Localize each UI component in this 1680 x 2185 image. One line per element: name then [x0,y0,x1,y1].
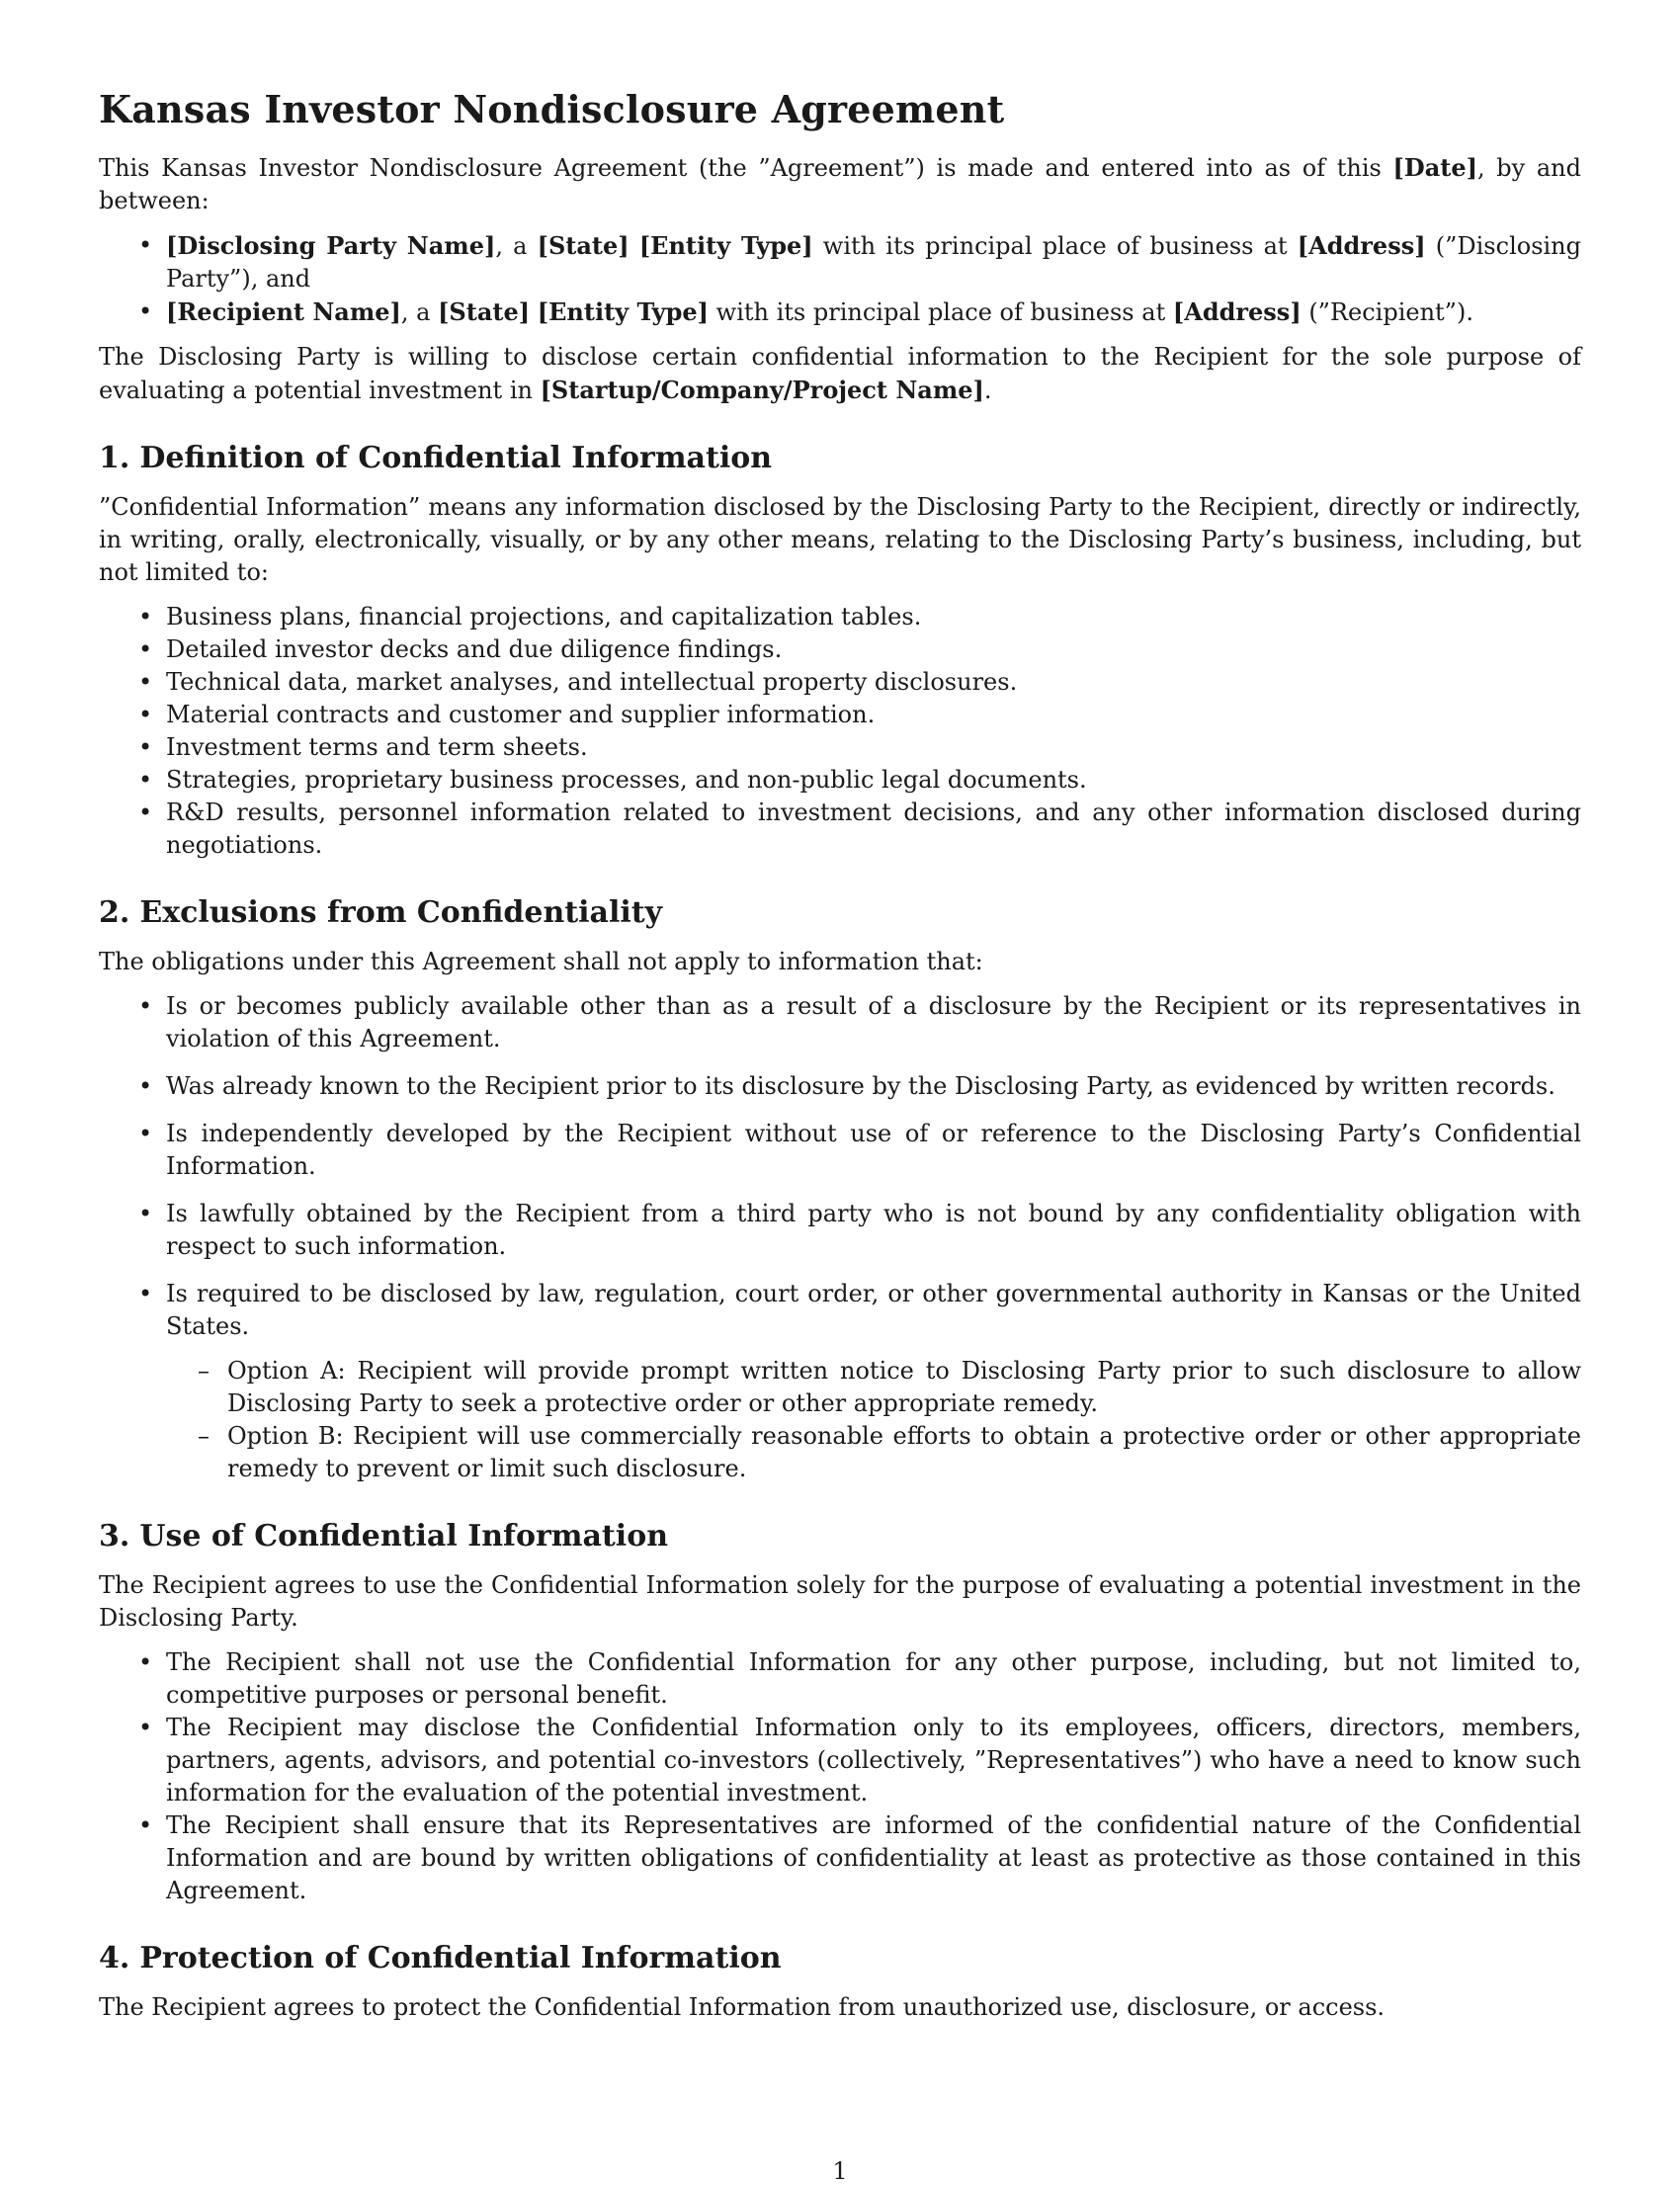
list-item [99,1712,1581,1809]
section-1-list [99,601,1581,862]
text: Detailed investor decks and due diligence findings. [166,635,783,663]
text: Investment terms and term sheets. [166,733,588,761]
text: Is or becomes publicly available other than as a result of a disclosure by the Recipient or its representatives in violation of this Agreement. [166,992,1581,1052]
party-recipient [99,295,1581,329]
text: Was already known to the Recipient prior to its disclosure by the Disclosing Party, as evidenced by written records. [166,1072,1555,1100]
bullet-icon: • [138,798,153,826]
document-title: Kansas Investor Nondisclosure Agreement [99,87,1005,131]
section-1-heading [99,441,1581,475]
text: The Recipient shall ensure that its Representatives are informed of the confidential nature of the Confidential Information and are bound by written obligations of confidentiality at least as protective as those contained in this Agreement. [166,1811,1581,1904]
section-4-heading [99,1941,1581,1975]
section-number: 4. [99,1941,130,1975]
dash-icon: – [198,1357,210,1385]
bullet-icon: • [138,766,153,794]
address-placeholder: [Address] [1297,231,1426,260]
sub-list-item [99,1355,1581,1420]
list-item [99,731,1581,764]
bullet-icon: • [138,1200,153,1227]
text: The Disclosing Party is willing to disclose certain confidential information to the Recipient for the sole purpose of evaluating a potential investment in [99,343,1581,404]
section-3-heading [99,1519,1581,1554]
section-2-heading [99,895,1581,930]
bullet-icon: • [138,1120,153,1147]
section-title: Exclusions from Confidentiality [139,895,663,930]
text: Option A: Recipient will provide prompt written notice to Disclosing Party prior to such disclosure to allow Disclosing Party to seek a protective order or other appropriate remedy. [227,1357,1581,1417]
list-item [99,990,1581,1055]
text: Is lawfully obtained by the Recipient from a third party who is not bound by any confidentiality obligation with respect to such information. [166,1200,1581,1260]
section-2-paragraph: The obligations under this Agreement shall not apply to information that: [99,948,983,975]
list-item [99,699,1581,731]
section-3-paragraph: The Recipient agrees to use the Confidential Information solely for the purpose of evaluating a potential investment in the Disclosing Party. [99,1571,1581,1632]
party-disclosing [99,229,1581,295]
date-placeholder: [Date] [1392,153,1477,182]
intro-paragraph [99,151,1581,217]
parties-list [99,229,1581,329]
list-item [99,797,1581,862]
text: Technical data, market analyses, and intellectual property disclosures. [166,668,1018,696]
section-title: Use of Confidential Information [139,1519,669,1554]
bullet-icon: • [138,701,153,728]
section-3-list [99,1646,1581,1907]
list-item [99,1070,1581,1103]
bullet-icon: • [138,1648,153,1676]
bullet-icon: • [138,231,153,259]
text: Business plans, financial projections, and capitalization tables. [166,603,922,630]
list-item [99,1646,1581,1712]
bullet-icon: • [138,603,153,630]
dash-icon: – [198,1422,210,1450]
list-item [99,1118,1581,1183]
disclosing-party-name-placeholder: [Disclosing Party Name] [166,231,496,260]
list-item [99,1809,1581,1907]
bullet-icon: • [138,1811,153,1839]
list-item [99,764,1581,797]
text: Option B: Recipient will use commercially reasonable efforts to obtain a protective order or other appropriate remedy to prevent or limit such disclosure. [227,1422,1581,1482]
text: Is independently developed by the Recipient without use of or reference to the Disclosing Party’s Confidential Information. [166,1120,1581,1180]
entity-type-placeholder: [Entity Type] [638,231,813,260]
state-placeholder: [State] [438,297,531,326]
text: . [983,377,992,404]
section-title: Definition of Confidential Information [139,441,773,475]
bullet-icon: • [138,297,153,325]
company-name-placeholder: [Startup/Company/Project Name] [540,376,984,404]
text: R&D results, personnel information related to investment decisions, and any other information disclosed during negotiations. [166,798,1581,859]
section-number: 1. [99,441,130,475]
list-item [99,633,1581,666]
address-placeholder: [Address] [1172,297,1302,326]
text: (”Disclosing Party”), and [166,232,1582,293]
text: (”Recipient”). [1301,298,1473,326]
bullet-icon: • [138,1072,153,1100]
section-2-list [99,990,1581,1485]
bullet-icon: • [138,635,153,663]
text: , a [400,298,439,326]
list-item [99,601,1581,633]
intro-text-end: , by and between: [99,154,1582,214]
section-2-sublist [99,1355,1581,1485]
state-placeholder: [State] [537,231,630,260]
bullet-icon: • [138,992,153,1020]
text: with its principal place of business at [812,232,1298,260]
entity-type-placeholder: [Entity Type] [537,297,710,326]
bullet-icon: • [138,733,153,761]
text: The Recipient may disclose the Confidential Information only to its employees, officers, directors, members, partners, agents, advisors, and potential co-investors (collectively, ”Representatives”) who have a need to know such information for the evaluation of the potential investment. [166,1714,1581,1807]
document-page [99,87,1581,2036]
text: Strategies, proprietary business processes, and non-public legal documents. [166,766,1087,794]
section-number: 3. [99,1519,130,1554]
section-number: 2. [99,895,130,930]
recipient-name-placeholder: [Recipient Name] [166,297,401,326]
purpose-paragraph [99,341,1581,407]
sub-list-item [99,1420,1581,1485]
text: with its principal place of business at [709,298,1173,326]
list-item [99,1278,1581,1485]
page-number: 1 [832,2157,848,2185]
section-1-paragraph: ”Confidential Information” means any information disclosed by the Disclosing Party to the Recipient, directly or indirectly, in writing, orally, electronically, visually, or by any other means, relating to the Disclosing Party’s business, including, but not limited to: [99,493,1581,586]
bullet-icon: • [138,1714,153,1741]
list-item [99,1198,1581,1263]
list-item [99,666,1581,699]
text: Material contracts and customer and supplier information. [166,701,876,728]
section-title: Protection of Confidential Information [139,1941,782,1975]
section-4-paragraph: The Recipient agrees to protect the Confidential Information from unauthorized use, disclosure, or access. [99,1993,1386,2021]
text: The Recipient shall not use the Confidential Information for any other purpose, including, but not limited to, competitive purposes or personal benefit. [166,1648,1581,1709]
intro-text: This Kansas Investor Nondisclosure Agreement (the ”Agreement”) is made and entered into as of this [99,154,1393,182]
text: , a [495,232,538,260]
bullet-icon: • [138,1280,153,1307]
text: Is required to be disclosed by law, regulation, court order, or other governmental authority in Kansas or the United States. [166,1280,1581,1340]
bullet-icon: • [138,668,153,696]
